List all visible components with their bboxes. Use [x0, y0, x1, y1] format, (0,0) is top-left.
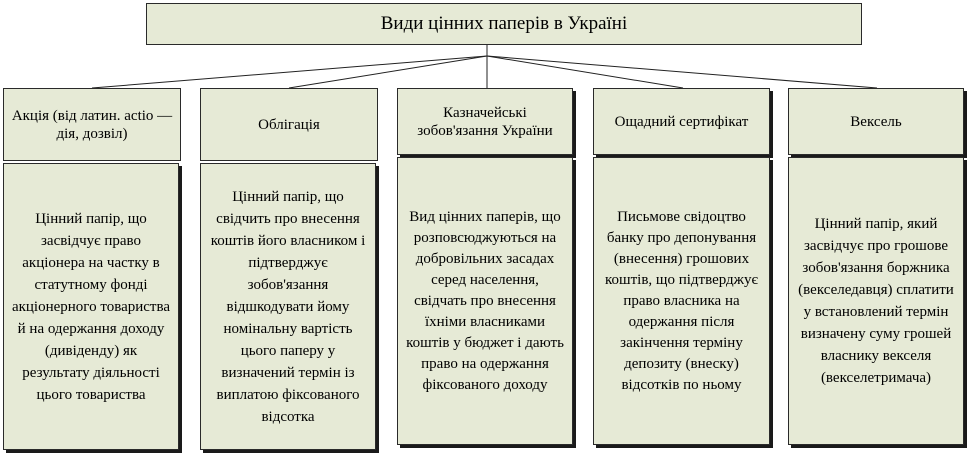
type-description: Цінний папір, що засвідчує право акціонера на частку в статутному фонді акціонерного товариства й на одержання доходу (дивіденду) як результату діяльності цього товариства — [11, 210, 171, 403]
type-name: Вексель — [850, 113, 902, 130]
type-description-bill-of-exchange — [788, 157, 964, 445]
type-description-treasury-obligations — [397, 157, 573, 445]
type-header-bond — [200, 88, 378, 161]
type-description-savings-certificate — [593, 157, 770, 445]
type-name: Казначейські зобов'язання України — [417, 104, 553, 139]
type-name: Облігація — [258, 116, 320, 133]
type-description: Вид цінних паперів, що розповсюджуються на добровільних засадах серед населення, свідчать про внесення їхніми власниками коштів у бюджет і дають право на одержання фіксованого доходу — [406, 208, 564, 393]
type-header-savings-certificate — [593, 88, 770, 155]
diagram-title-text: Види цінних паперів в Україні — [380, 13, 628, 34]
type-name: Акція (від латин. actio — дія, дозвіл) — [11, 107, 173, 142]
type-description: Письмове свідоцтво банку про депонування (внесення) грошових коштів, що підтверджує право власника на одержання після закінчення терміну депозиту (внеску) відсотків по ньому — [605, 208, 758, 393]
type-description-stock — [3, 163, 179, 450]
type-header-bill-of-exchange — [788, 88, 964, 155]
type-description-bond — [200, 163, 376, 450]
type-description: Цінний папір, що свідчить про внесення коштів його власником і підтверджує зобов'язання відшкодувати йому номінальну вартість цього паперу у визначений термін із виплатою фіксованого відсотка — [210, 188, 366, 425]
type-header-stock — [3, 88, 181, 161]
type-header-treasury-obligations — [397, 88, 573, 155]
diagram-title — [146, 3, 862, 45]
type-description: Цінний папір, який засвідчує про грошове зобов'язання боржника (векселедавця) сплатити у встановлений термін визначену суму грошей власнику векселя (векселетримача) — [798, 216, 954, 386]
type-name: Ощадний сертифікат — [614, 113, 749, 130]
